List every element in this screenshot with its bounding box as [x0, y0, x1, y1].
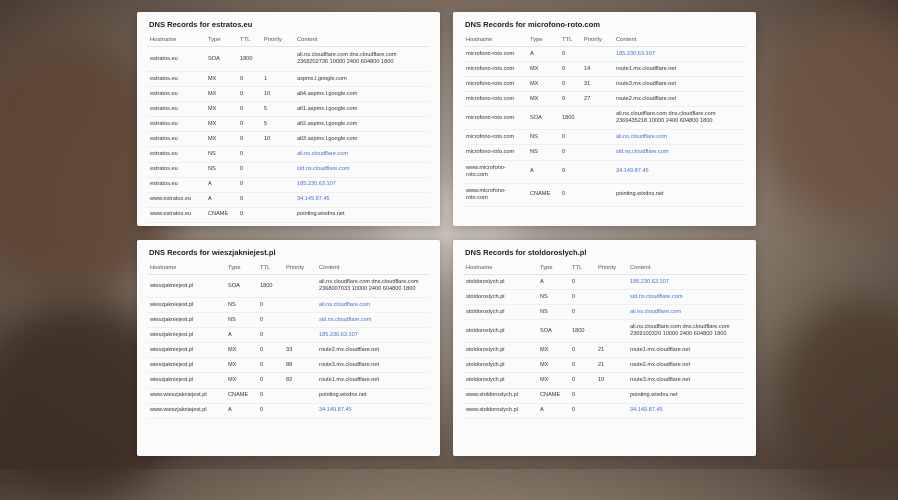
- ttl-cell: 0: [569, 290, 595, 305]
- table-row: [463, 343, 746, 358]
- content-link[interactable]: 185.230.63.107: [316, 328, 430, 343]
- priority-cell: [261, 192, 294, 207]
- dns-card-estratos: [137, 12, 440, 226]
- priority-cell: [283, 275, 316, 298]
- type-cell: MX: [537, 343, 569, 358]
- priority-cell: 5: [261, 102, 294, 117]
- hostname-cell: www.wieszjakniejest.pl: [147, 388, 225, 403]
- table-row: [147, 388, 430, 403]
- table-row: [147, 343, 430, 358]
- ttl-cell: 0: [569, 358, 595, 373]
- content-link[interactable]: 185.230.63.107: [294, 177, 430, 192]
- table-row: [147, 275, 430, 298]
- ttl-cell: 0: [237, 177, 261, 192]
- col-hostname: Hostname: [463, 37, 527, 47]
- col-type: Type: [225, 265, 257, 275]
- hostname-cell: stoldoroslych.pl: [463, 290, 537, 305]
- type-cell: A: [205, 177, 237, 192]
- ttl-cell: 1800: [257, 275, 283, 298]
- content-link[interactable]: ali.ns.cloudflare.com: [613, 130, 746, 145]
- priority-cell: 88: [283, 358, 316, 373]
- priority-cell: [283, 403, 316, 418]
- type-cell: A: [225, 328, 257, 343]
- type-cell: CNAME: [225, 388, 257, 403]
- hostname-cell: www.stoldoroslych.pl: [463, 403, 537, 418]
- content-link[interactable]: 34.149.87.45: [627, 403, 746, 418]
- content-cell: alt1.aspmx.l.google.com: [294, 102, 430, 117]
- hostname-cell: estratos.eu: [147, 47, 205, 72]
- content-link[interactable]: sid.ns.cloudflare.com: [627, 290, 746, 305]
- type-cell: NS: [537, 305, 569, 320]
- type-cell: SOA: [527, 107, 559, 130]
- ttl-cell: 0: [237, 117, 261, 132]
- col-content: Content: [294, 37, 430, 47]
- content-cell: route2.mx.cloudflare.net: [316, 343, 430, 358]
- type-cell: MX: [205, 117, 237, 132]
- ttl-cell: 0: [237, 87, 261, 102]
- table-row: [463, 130, 746, 145]
- ttl-cell: 0: [569, 388, 595, 403]
- table-row: [463, 403, 746, 418]
- table-row: [463, 305, 746, 320]
- priority-cell: 14: [581, 62, 613, 77]
- content-link[interactable]: 34.149.87.45: [294, 192, 430, 207]
- ttl-cell: 0: [559, 160, 581, 183]
- table-row: [147, 298, 430, 313]
- priority-cell: 10: [261, 87, 294, 102]
- table-row: [463, 183, 746, 206]
- table-header-row: [463, 265, 746, 275]
- table-row: [147, 192, 430, 207]
- priority-cell: [581, 47, 613, 62]
- ttl-cell: 0: [237, 72, 261, 87]
- ttl-cell: 0: [569, 275, 595, 290]
- hostname-cell: wieszjakniejest.pl: [147, 298, 225, 313]
- table-row: [463, 92, 746, 107]
- col-priority: Priority: [261, 37, 294, 47]
- content-cell: alt3.aspmx.l.google.com: [294, 132, 430, 147]
- priority-cell: 21: [595, 343, 627, 358]
- ttl-cell: 0: [569, 373, 595, 388]
- table-row: [463, 388, 746, 403]
- hostname-cell: microfono-roto.com: [463, 47, 527, 62]
- table-row: [147, 177, 430, 192]
- priority-cell: [261, 207, 294, 222]
- table-row: [147, 132, 430, 147]
- type-cell: MX: [225, 358, 257, 373]
- type-cell: MX: [225, 373, 257, 388]
- ttl-cell: 0: [237, 162, 261, 177]
- ttl-cell: 0: [257, 358, 283, 373]
- hostname-cell: wieszjakniejest.pl: [147, 343, 225, 358]
- col-priority: Priority: [595, 265, 627, 275]
- content-cell: aspmx.l.google.com: [294, 72, 430, 87]
- priority-cell: [581, 107, 613, 130]
- type-cell: NS: [527, 145, 559, 160]
- hostname-cell: www.stoldoroslych.pl: [463, 388, 537, 403]
- hostname-cell: microfono-roto.com: [463, 77, 527, 92]
- background-blur: [780, 300, 898, 500]
- hostname-cell: wieszjakniejest.pl: [147, 373, 225, 388]
- ttl-cell: 0: [257, 373, 283, 388]
- ttl-cell: 0: [257, 313, 283, 328]
- type-cell: MX: [205, 87, 237, 102]
- priority-cell: [581, 183, 613, 206]
- ttl-cell: 0: [257, 388, 283, 403]
- content-cell: route3.mx.cloudflare.net: [627, 373, 746, 388]
- priority-cell: [283, 388, 316, 403]
- type-cell: MX: [527, 92, 559, 107]
- priority-cell: [595, 388, 627, 403]
- hostname-cell: www.estratos.eu: [147, 207, 205, 222]
- priority-cell: [595, 320, 627, 343]
- ttl-cell: 1800: [559, 107, 581, 130]
- priority-cell: 5: [261, 117, 294, 132]
- content-cell: pointing.wixdns.net: [316, 388, 430, 403]
- content-cell: ali.ns.cloudflare.com dns.cloudflare.com 2369435218 10000 2400 604800 1800: [613, 107, 746, 130]
- ttl-cell: 0: [559, 145, 581, 160]
- type-cell: MX: [537, 358, 569, 373]
- col-type: Type: [527, 37, 559, 47]
- hostname-cell: estratos.eu: [147, 72, 205, 87]
- table-row: [463, 47, 746, 62]
- col-type: Type: [537, 265, 569, 275]
- hostname-cell: wieszjakniejest.pl: [147, 275, 225, 298]
- col-ttl: TTL: [237, 37, 261, 47]
- priority-cell: [283, 298, 316, 313]
- ttl-cell: 0: [237, 102, 261, 117]
- col-hostname: Hostname: [147, 37, 205, 47]
- priority-cell: [595, 290, 627, 305]
- type-cell: SOA: [205, 47, 237, 72]
- ttl-cell: 0: [257, 328, 283, 343]
- type-cell: NS: [225, 313, 257, 328]
- content-cell: pointing.wixdns.net: [613, 183, 746, 206]
- col-ttl: TTL: [559, 37, 581, 47]
- card-title: DNS Records for estratos.eu: [149, 20, 253, 29]
- table-row: [147, 313, 430, 328]
- hostname-cell: estratos.eu: [147, 162, 205, 177]
- type-cell: SOA: [537, 320, 569, 343]
- type-cell: CNAME: [537, 388, 569, 403]
- table-header-row: [147, 265, 430, 275]
- dns-card-microfono-roto: [453, 12, 756, 226]
- type-cell: MX: [527, 77, 559, 92]
- ttl-cell: 0: [559, 77, 581, 92]
- ttl-cell: 0: [559, 47, 581, 62]
- table-row: [463, 77, 746, 92]
- table-row: [147, 47, 430, 72]
- type-cell: MX: [527, 62, 559, 77]
- table-row: [147, 147, 430, 162]
- ttl-cell: 0: [257, 298, 283, 313]
- table-row: [147, 358, 430, 373]
- table-row: [147, 117, 430, 132]
- priority-cell: [595, 305, 627, 320]
- hostname-cell: wieszjakniejest.pl: [147, 313, 225, 328]
- hostname-cell: estratos.eu: [147, 102, 205, 117]
- col-hostname: Hostname: [463, 265, 537, 275]
- priority-cell: [261, 162, 294, 177]
- dns-table: [463, 265, 746, 419]
- table-row: [147, 87, 430, 102]
- content-link[interactable]: sid.ns.cloudflare.com: [613, 145, 746, 160]
- priority-cell: [595, 275, 627, 290]
- hostname-cell: microfono-roto.com: [463, 92, 527, 107]
- content-link[interactable]: ali.ns.cloudflare.com: [316, 298, 430, 313]
- hostname-cell: estratos.eu: [147, 117, 205, 132]
- type-cell: NS: [205, 162, 237, 177]
- content-link[interactable]: 34.149.87.45: [613, 160, 746, 183]
- type-cell: CNAME: [205, 207, 237, 222]
- dns-table: [147, 37, 430, 223]
- hostname-cell: estratos.eu: [147, 87, 205, 102]
- content-cell: route1.mx.cloudflare.net: [627, 343, 746, 358]
- content-cell: ali.ns.cloudflare.com dns.cloudflare.com 2368007033 10000 2400 604800 1800: [316, 275, 430, 298]
- ttl-cell: 0: [237, 132, 261, 147]
- content-cell: route2.mx.cloudflare.net: [627, 358, 746, 373]
- table-row: [463, 62, 746, 77]
- type-cell: NS: [527, 130, 559, 145]
- content-cell: alt2.aspmx.l.google.com: [294, 117, 430, 132]
- ttl-cell: 1800: [237, 47, 261, 72]
- hostname-cell: estratos.eu: [147, 147, 205, 162]
- content-cell: route2.mx.cloudflare.net: [613, 92, 746, 107]
- type-cell: A: [537, 275, 569, 290]
- table-row: [147, 403, 430, 418]
- content-link[interactable]: ali.ns.cloudflare.com: [294, 147, 430, 162]
- table-row: [463, 275, 746, 290]
- table-header-row: [463, 37, 746, 47]
- table-row: [463, 145, 746, 160]
- ttl-cell: 0: [559, 62, 581, 77]
- type-cell: CNAME: [527, 183, 559, 206]
- col-hostname: Hostname: [147, 265, 225, 275]
- priority-cell: 10: [261, 132, 294, 147]
- col-content: Content: [627, 265, 746, 275]
- ttl-cell: 0: [237, 192, 261, 207]
- type-cell: A: [537, 403, 569, 418]
- content-cell: pointing.wixdns.net: [294, 207, 430, 222]
- hostname-cell: microfono-roto.com: [463, 107, 527, 130]
- ttl-cell: 0: [559, 92, 581, 107]
- content-cell: ali.ns.cloudflare.com dns.cloudflare.com 2369100320 10000 2400 604800 1800: [627, 320, 746, 343]
- content-link[interactable]: ali.ns.cloudflare.com: [627, 305, 746, 320]
- priority-cell: 33: [283, 343, 316, 358]
- ttl-cell: 0: [569, 343, 595, 358]
- hostname-cell: www.wieszjakniejest.pl: [147, 403, 225, 418]
- ttl-cell: 0: [257, 403, 283, 418]
- table-row: [463, 373, 746, 388]
- content-cell: ali.ns.cloudflare.com dns.cloudflare.com 2368202736 10000 2400 604800 1800: [294, 47, 430, 72]
- type-cell: NS: [537, 290, 569, 305]
- content-link[interactable]: 34.149.87.45: [316, 403, 430, 418]
- col-ttl: TTL: [257, 265, 283, 275]
- table-row: [463, 160, 746, 183]
- type-cell: A: [225, 403, 257, 418]
- col-content: Content: [316, 265, 430, 275]
- priority-cell: [581, 145, 613, 160]
- hostname-cell: www.estratos.eu: [147, 192, 205, 207]
- hostname-cell: microfono-roto.com: [463, 62, 527, 77]
- content-cell: pointing.wixdns.net: [627, 388, 746, 403]
- priority-cell: 21: [595, 358, 627, 373]
- dns-card-stoldoroslych: [453, 240, 756, 456]
- ttl-cell: 1800: [569, 320, 595, 343]
- priority-cell: [261, 177, 294, 192]
- table-row: [463, 107, 746, 130]
- type-cell: MX: [537, 373, 569, 388]
- table-row: [147, 102, 430, 117]
- type-cell: MX: [205, 72, 237, 87]
- table-header-row: [147, 37, 430, 47]
- table-row: [147, 373, 430, 388]
- card-title: DNS Records for stoldoroslych.pl: [465, 248, 587, 257]
- content-cell: route3.mx.cloudflare.net: [613, 77, 746, 92]
- dns-table: [147, 265, 430, 419]
- ttl-cell: 0: [237, 207, 261, 222]
- col-priority: Priority: [283, 265, 316, 275]
- hostname-cell: stoldoroslych.pl: [463, 275, 537, 290]
- col-ttl: TTL: [569, 265, 595, 275]
- hostname-cell: wieszjakniejest.pl: [147, 358, 225, 373]
- card-title: DNS Records for microfono-roto.com: [465, 20, 601, 29]
- priority-cell: [581, 130, 613, 145]
- type-cell: NS: [225, 298, 257, 313]
- hostname-cell: microfono-roto.com: [463, 145, 527, 160]
- hostname-cell: stoldoroslych.pl: [463, 373, 537, 388]
- hostname-cell: stoldoroslych.pl: [463, 320, 537, 343]
- type-cell: SOA: [225, 275, 257, 298]
- type-cell: MX: [225, 343, 257, 358]
- dns-table: [463, 37, 746, 207]
- priority-cell: [595, 403, 627, 418]
- table-row: [463, 290, 746, 305]
- dns-card-wieszjakniejest: [137, 240, 440, 456]
- type-cell: NS: [205, 147, 237, 162]
- content-cell: route1.mx.cloudflare.net: [316, 373, 430, 388]
- content-cell: alt4.aspmx.l.google.com: [294, 87, 430, 102]
- hostname-cell: estratos.eu: [147, 132, 205, 147]
- ttl-cell: 0: [257, 343, 283, 358]
- background-blur: [760, 20, 898, 220]
- hostname-cell: stoldoroslych.pl: [463, 343, 537, 358]
- type-cell: A: [527, 47, 559, 62]
- priority-cell: [283, 328, 316, 343]
- type-cell: A: [527, 160, 559, 183]
- type-cell: MX: [205, 102, 237, 117]
- ttl-cell: 0: [237, 147, 261, 162]
- hostname-cell: www.microfono-roto.com: [463, 160, 527, 183]
- content-cell: route3.mx.cloudflare.net: [316, 358, 430, 373]
- hostname-cell: microfono-roto.com: [463, 130, 527, 145]
- ttl-cell: 0: [569, 403, 595, 418]
- priority-cell: [581, 160, 613, 183]
- priority-cell: 31: [581, 77, 613, 92]
- hostname-cell: wieszjakniejest.pl: [147, 328, 225, 343]
- priority-cell: [283, 313, 316, 328]
- ttl-cell: 0: [569, 305, 595, 320]
- hostname-cell: estratos.eu: [147, 177, 205, 192]
- priority-cell: 82: [283, 373, 316, 388]
- ttl-cell: 0: [559, 183, 581, 206]
- table-row: [463, 320, 746, 343]
- priority-cell: 27: [581, 92, 613, 107]
- col-priority: Priority: [581, 37, 613, 47]
- priority-cell: [261, 47, 294, 72]
- col-content: Content: [613, 37, 746, 47]
- content-link[interactable]: 185.230.63.107: [627, 275, 746, 290]
- content-link[interactable]: sid.ns.cloudflare.com: [316, 313, 430, 328]
- table-row: [147, 72, 430, 87]
- table-row: [147, 207, 430, 222]
- priority-cell: 10: [595, 373, 627, 388]
- card-title: DNS Records for wieszjakniejest.pl: [149, 248, 276, 257]
- type-cell: MX: [205, 132, 237, 147]
- content-cell: route1.mx.cloudflare.net: [613, 62, 746, 77]
- table-row: [147, 162, 430, 177]
- col-type: Type: [205, 37, 237, 47]
- hostname-cell: www.microfono-roto.com: [463, 183, 527, 206]
- type-cell: A: [205, 192, 237, 207]
- content-link[interactable]: 185.230.63.107: [613, 47, 746, 62]
- table-row: [147, 328, 430, 343]
- priority-cell: [261, 147, 294, 162]
- hostname-cell: stoldoroslych.pl: [463, 305, 537, 320]
- ttl-cell: 0: [559, 130, 581, 145]
- hostname-cell: stoldoroslych.pl: [463, 358, 537, 373]
- content-link[interactable]: sid.ns.cloudflare.com: [294, 162, 430, 177]
- table-row: [463, 358, 746, 373]
- priority-cell: 1: [261, 72, 294, 87]
